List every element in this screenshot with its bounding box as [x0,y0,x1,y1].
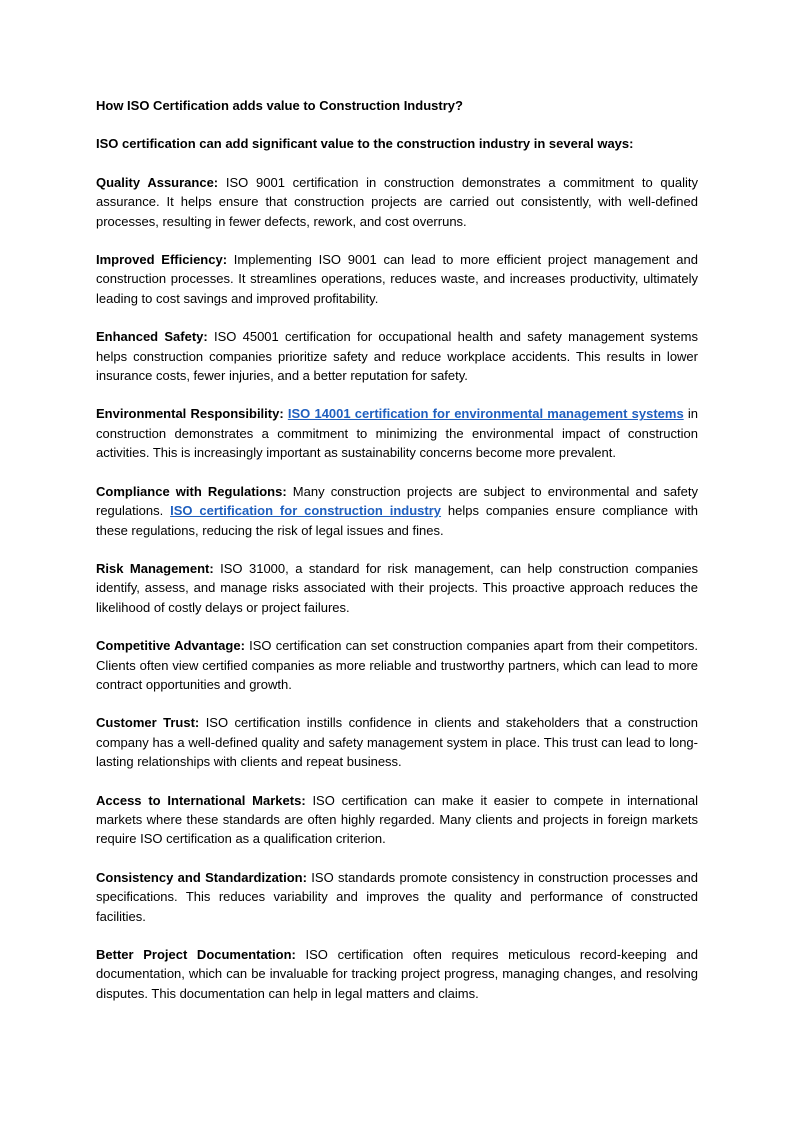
section-lead: Environmental Responsibility: [96,406,284,422]
section-competitive-advantage [96,636,698,694]
document-page [96,96,698,1003]
section-customer-trust [96,713,698,771]
section-environmental-responsibility [96,404,698,462]
document-intro: ISO certification can add significant value to the construction industry in several ways: [96,136,634,152]
section-text: ISO certification can make it easier to compete in international markets where these standards are often highly regarded. Many clients and projects in foreign markets require ISO certification as a qualification criterion. [96,792,698,847]
section-text: ISO standards promote consistency in construction processes and specifications. This reduces variability and improves the quality and performance of constructed facilities. [96,869,698,924]
section-pre-text: Many construction projects are subject to environmental and safety regulations. [96,483,699,519]
section-text: ISO certification instills confidence in clients and stakeholders that a construction company has a well-defined quality and safety management system in place. This trust can lead to long-lasting relationships with clients and repeat business. [96,715,698,770]
iso-construction-link[interactable]: ISO certification for construction industry [170,503,442,519]
section-lead: Enhanced Safety: [96,329,208,345]
document-title: How ISO Certification adds value to Construction Industry? [96,98,463,113]
section-compliance-with-regulations [96,482,698,540]
section-text: in construction demonstrates a commitment to minimizing the environmental impact of construction activities. This is increasingly important as sustainability concerns become more prevalent. [96,406,698,461]
section-quality-assurance [96,173,698,231]
section-text: ISO 45001 certification for occupational health and safety management systems helps construction companies prioritize safety and reduce workplace accidents. This results in lower insurance costs, fewer injuries, and a better reputation for safety. [96,329,698,384]
section-lead: Improved Efficiency: [96,252,228,268]
section-text: helps companies ensure compliance with these regulations, reducing the risk of legal issues and fines. [96,503,698,538]
section-international-markets [96,791,698,849]
section-lead: Compliance with Regulations: [96,483,287,499]
section-text: ISO certification often requires meticulous record-keeping and documentation, which can be invaluable for tracking project progress, managing changes, and resolving disputes. This documentation can help in legal matters and claims. [96,947,698,1001]
section-lead: Access to International Markets: [96,792,306,808]
section-text: Implementing ISO 9001 can lead to more efficient project management and construction processes. It streamlines operations, reduces waste, and increases productivity, ultimately leading to cost savings and improved profitability. [96,252,698,306]
section-text: ISO certification can set construction companies apart from their competitors. Clients often view certified companies as more reliable and trustworthy partners, which can lead to more contract opportunities and growth. [96,638,698,692]
section-lead: Customer Trust: [96,715,200,731]
section-lead: Risk Management: [96,560,214,576]
section-consistency-standardization [96,868,698,926]
section-lead: Quality Assurance: [96,174,219,190]
section-risk-management [96,559,698,617]
section-text: ISO 9001 certification in construction demonstrates a commitment to quality assurance. It helps ensure that construction projects are carried out consistently, with well-defined processes, resulting in fewer defects, rework, and cost overruns. [96,174,698,229]
section-text: ISO 31000, a standard for risk management, can help construction companies identify, assess, and manage risks associated with their projects. This proactive approach reduces the likelihood of costly delays or project failures. [96,560,698,615]
iso-14001-link[interactable]: ISO 14001 certification for environmental management systems [287,406,684,422]
section-improved-efficiency [96,250,698,308]
section-lead: Competitive Advantage: [96,638,245,654]
section-project-documentation [96,945,698,1003]
section-enhanced-safety [96,327,698,385]
section-lead: Better Project Documentation: [96,947,296,962]
section-lead: Consistency and Standardization: [96,869,307,885]
